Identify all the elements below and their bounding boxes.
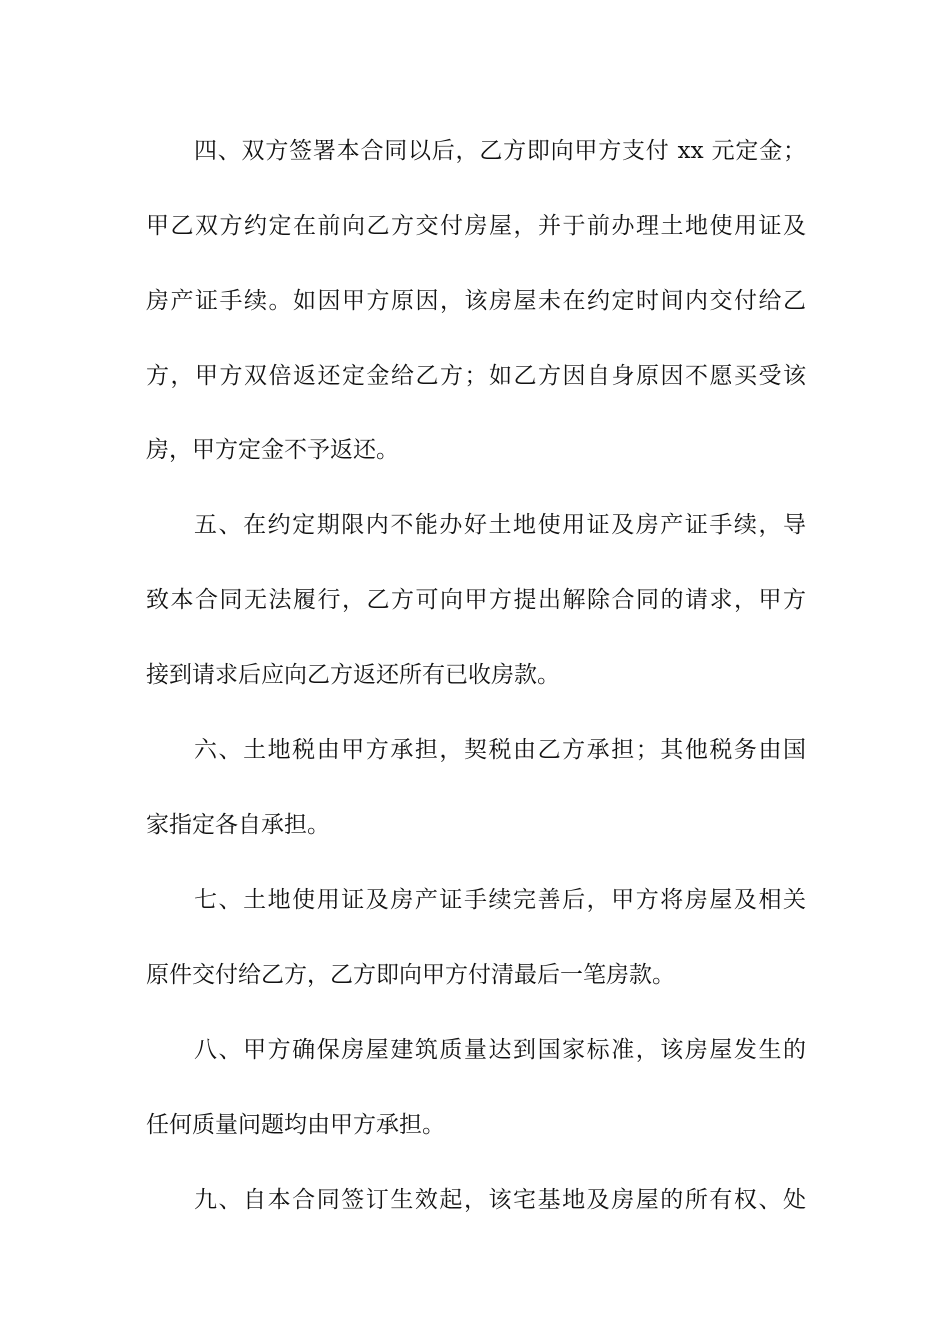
text-line: 甲乙双方约定在前向乙方交付房屋，并于前办理土地使用证及 — [146, 213, 806, 239]
text-line: 致本合同无法履行，乙方可向甲方提出解除合同的请求，甲方 — [146, 587, 806, 613]
text-line: 原件交付给乙方，乙方即向甲方付清最后一笔房款。 — [146, 962, 675, 988]
text-line: 方，甲方双倍返还定金给乙方；如乙方因自身原因不愿买受该 — [146, 363, 806, 389]
text-line: 七、土地使用证及房产证手续完善后，甲方将房屋及相关 — [194, 887, 806, 913]
text-line: 四、双方签署本合同以后，乙方即向甲方支付 xx 元定金； — [194, 138, 806, 164]
text-line: 九、自本合同签订生效起，该宅基地及房屋的所有权、处 — [194, 1187, 806, 1213]
text-line: 八、甲方确保房屋建筑质量达到国家标准，该房屋发生的 — [194, 1037, 806, 1063]
text-line: 房产证手续。如因甲方原因，该房屋未在约定时间内交付给乙 — [146, 288, 806, 314]
text-line: 房，甲方定金不予返还。 — [146, 437, 399, 463]
text-line: 五、在约定期限内不能办好土地使用证及房产证手续，导 — [194, 512, 806, 538]
text-line: 接到请求后应向乙方返还所有已收房款。 — [146, 662, 560, 688]
text-line: 六、土地税由甲方承担，契税由乙方承担；其他税务由国 — [194, 737, 806, 763]
text-line: 家指定各自承担。 — [146, 812, 330, 838]
text-line: 任何质量问题均由甲方承担。 — [146, 1112, 445, 1138]
